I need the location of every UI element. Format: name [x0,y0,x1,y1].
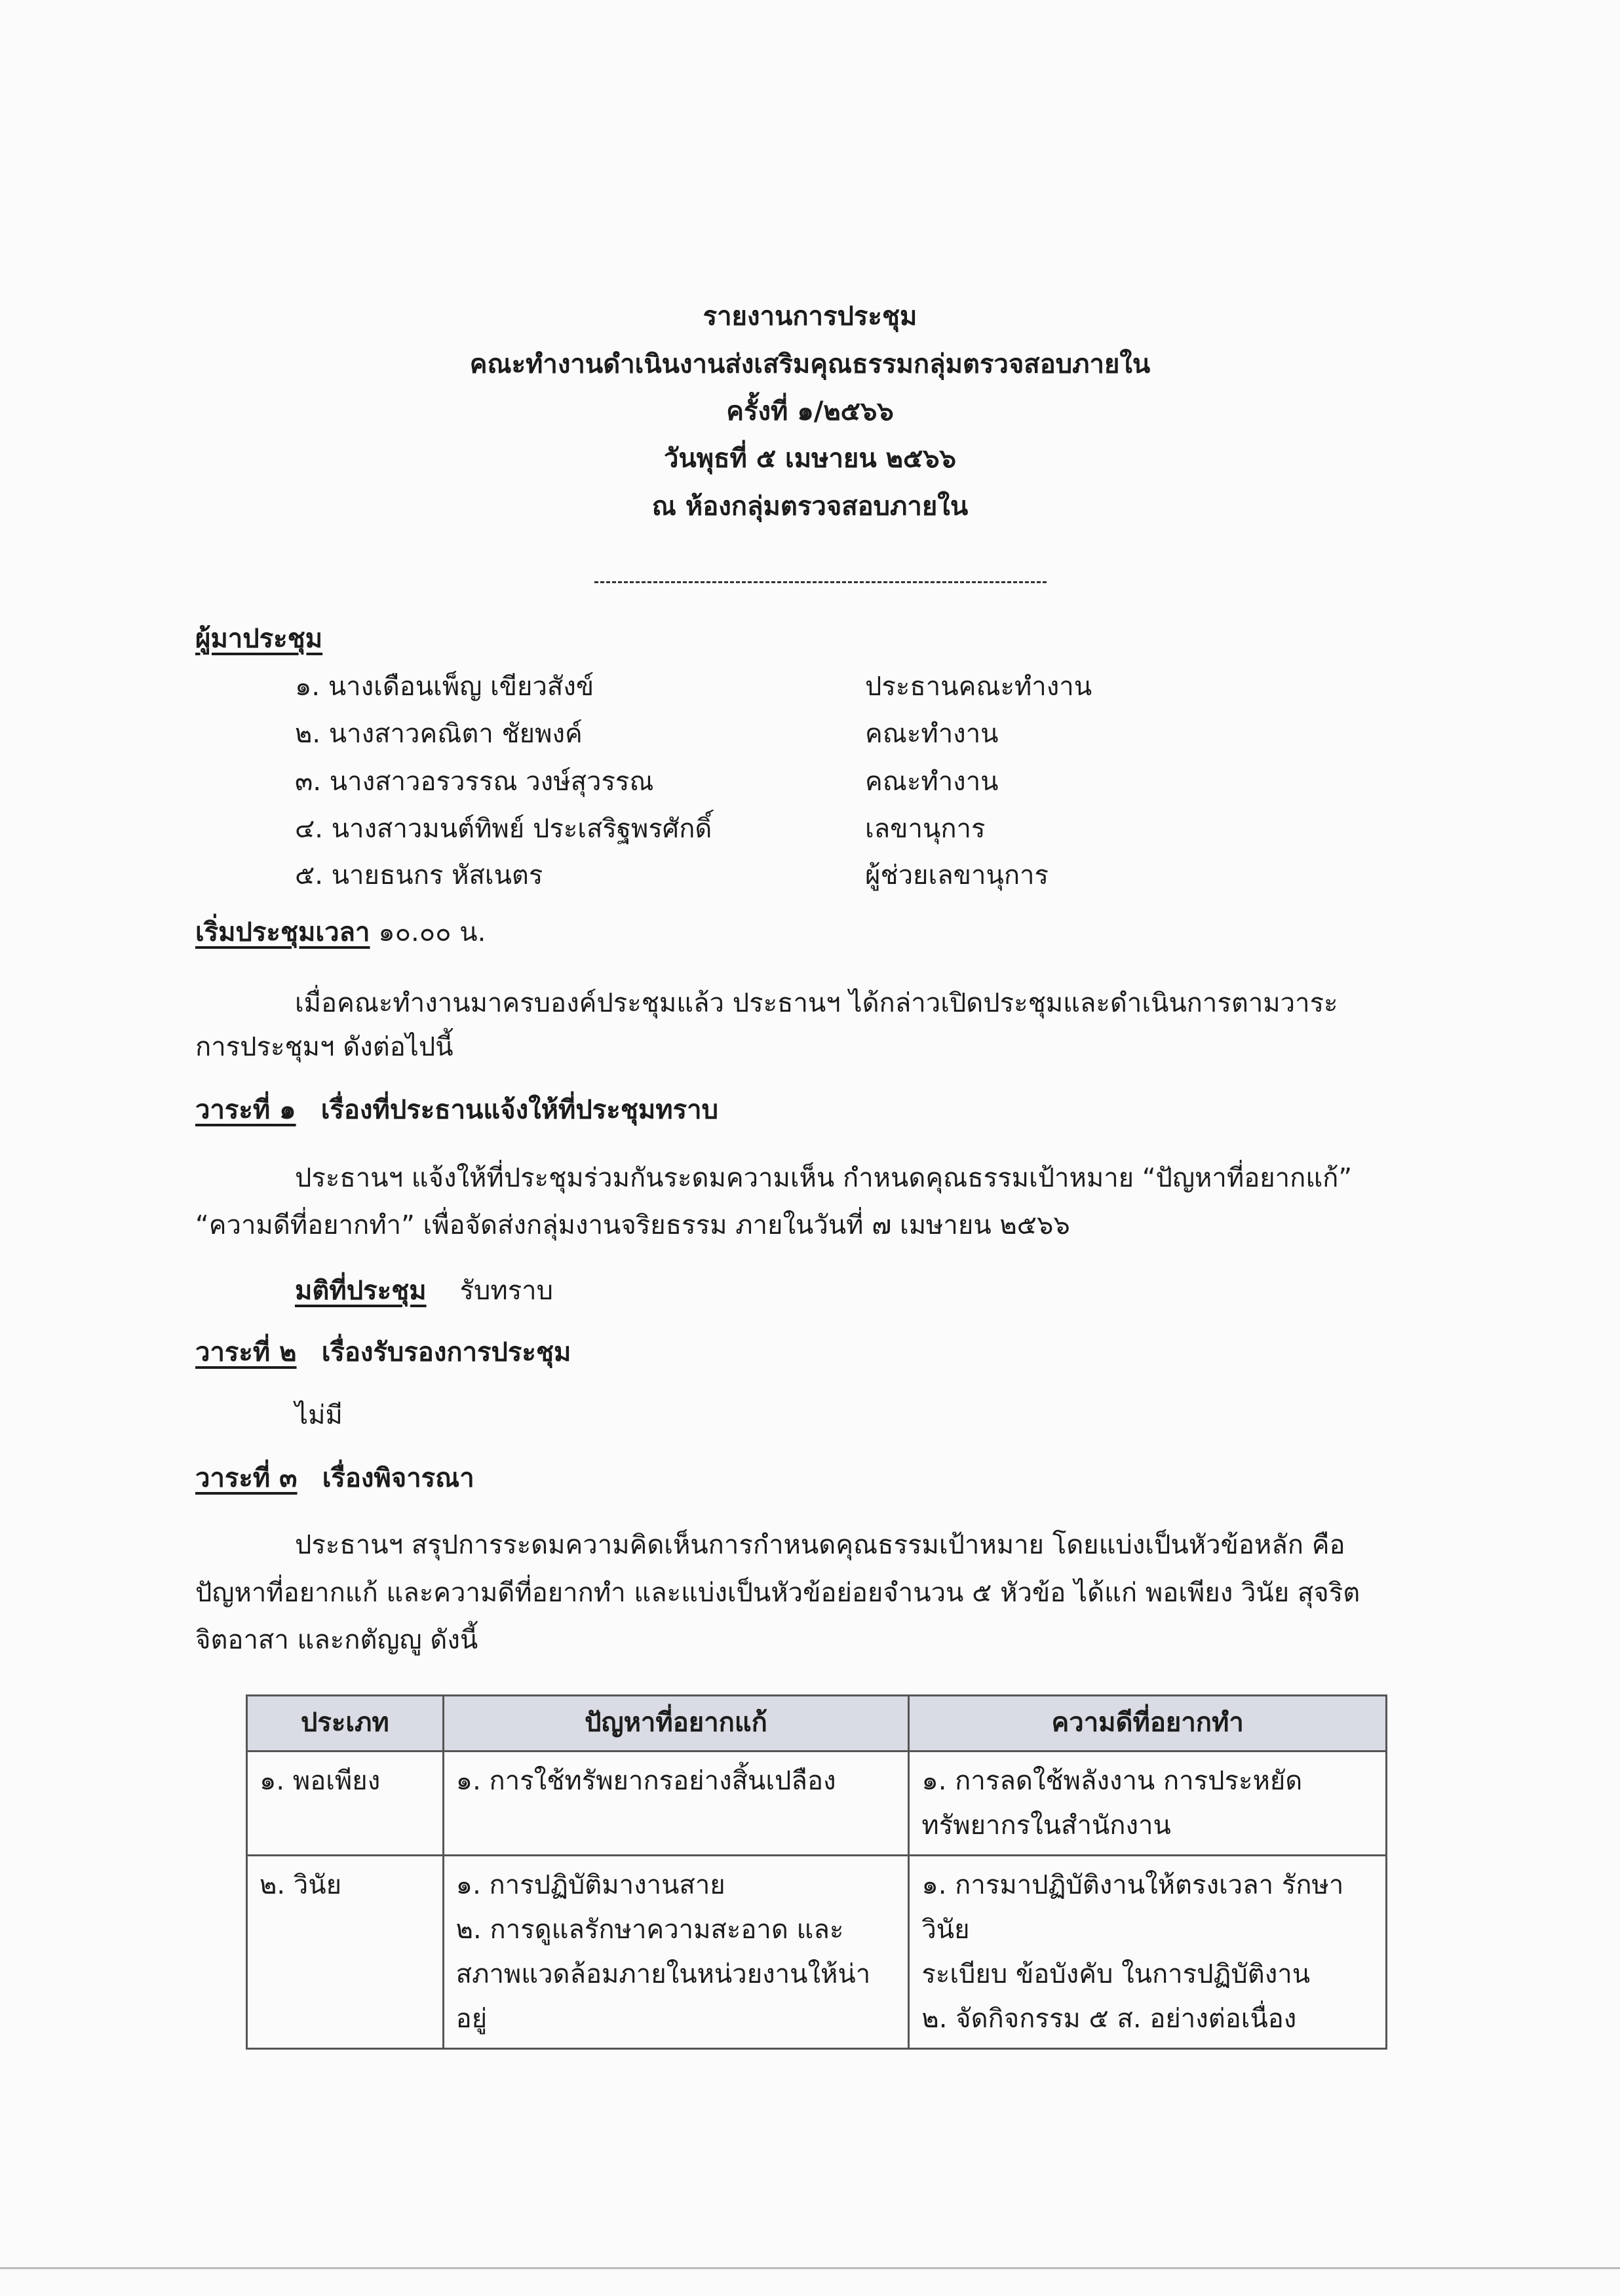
agenda-1-body-line: ประธานฯ แจ้งให้ที่ประชุมร่วมกันระดมความเห็น กำหนดคุณธรรมเป้าหมาย “ปัญหาที่อยากแก้” [295,1163,1353,1193]
attendee-name: ๑. นางเดือนเพ็ญ เขียวสังข์ [295,672,594,702]
agenda-1-resolution [295,1272,553,1309]
attendee-name: ๒. นางสาวคณิตา ชัยพงค์ [295,719,583,749]
attendee-role: คณะทำงาน [865,719,999,749]
goodness-cell [909,1856,1387,2049]
cell-text: ทรัพยากรในสำนักงาน [921,1810,1171,1841]
start-time-line [195,914,486,951]
cell-text: ๑. การลดใช้พลังงาน การประหยัด [921,1766,1303,1796]
report-title: รายงานการประชุม [703,301,917,332]
problem-cell [443,1751,909,1856]
agenda-3-body-line: ปัญหาที่อยากแก้ และความดีที่อยากทำ และแบ่งเป็นหัวข้อย่อยจำนวน ๕ หัวข้อ ได้แก่ พอเพียง วินัย สุจริต [195,1578,1360,1608]
agenda-1-title: เรื่องที่ประธานแจ้งให้ที่ประชุมทราบ [320,1095,718,1125]
attendee-name: ๓. นางสาวอรวรรณ วงษ์สุวรรณ [295,767,654,797]
start-time-value: ๑๐.๐๐ น. [370,917,486,947]
cell-text: ๒. จัดกิจกรรม ๕ ส. อย่างต่อเนื่อง [921,2004,1297,2034]
resolution-label: มติที่ประชุม [295,1276,427,1306]
problem-cell [443,1856,909,2049]
agenda-2-heading [195,1334,571,1371]
category-cell [247,1751,444,1856]
resolution-value: รับทราบ [459,1276,554,1306]
attendees-heading: ผู้มาประชุม [195,624,323,654]
agenda-3-body-line: จิตอาสา และกตัญญู ดังนี้ [195,1625,478,1655]
start-time-label: เริ่มประชุมเวลา [195,917,370,947]
cell-text: สภาพแวดล้อมภายในหน่วยงานให้น่าอยู่ [455,1959,871,2034]
header-divider [594,581,1047,583]
meeting-date: วันพุธที่ ๕ เมษายน ๒๕๖๖ [663,444,957,474]
attendee-role: ประธานคณะทำงาน [865,672,1092,702]
column-header: ปัญหาที่อยากแก้ [443,1696,909,1751]
column-header: ประเภท [247,1696,444,1751]
category-cell [247,1856,444,2049]
opening-paragraph-line: เมื่อคณะทำงานมาครบองค์ประชุมแล้ว ประธานฯ ได้กล่าวเปิดประชุมและดำเนินการตามวาระ [295,988,1338,1018]
agenda-3-body-line: ประธานฯ สรุปการระดมความคิดเห็นการกำหนดคุณธรรมเป้าหมาย โดยแบ่งเป็นหัวข้อหลัก คือ [295,1530,1345,1560]
table-header-row [247,1696,1387,1751]
agenda-1-heading [195,1092,718,1128]
cell-text: ๑. การปฏิบัติมางานสาย [455,1870,725,1900]
agenda-3-title: เรื่องพิจารณา [322,1463,474,1493]
goodness-cell [909,1751,1387,1856]
meeting-location: ณ ห้องกลุ่มตรวจสอบภายใน [651,491,969,522]
cell-text: ๑. การใช้ทรัพยากรอย่างสิ้นเปลือง [455,1766,836,1796]
column-header: ความดีที่อยากทำ [909,1696,1387,1751]
table-row [247,1751,1387,1856]
cell-text: ๑. การมาปฏิบัติงานให้ตรงเวลา รักษาวินัย [921,1870,1344,1945]
agenda-1-body-line: “ความดีที่อยากทำ” เพื่อจัดส่งกลุ่มงานจริยธรรม ภายในวันที่ ๗ เมษายน ๒๕๖๖ [195,1210,1070,1240]
scan-edge-line [0,2267,1620,2269]
agenda-1-label: วาระที่ ๑ [195,1095,296,1125]
agenda-3-label: วาระที่ ๓ [195,1463,298,1493]
meeting-number: ครั้งที่ ๑/๒๕๖๖ [726,396,894,427]
attendee-name: ๕. นายธนกร หัสเนตร [295,860,543,890]
attendee-role: เลขานุการ [865,814,986,844]
cell-text: ระเบียบ ข้อบังคับ ในการปฏิบัติงาน [921,1959,1311,1989]
cell-text: ๒. การดูแลรักษาความสะอาด และ [455,1915,844,1945]
cell-text: ๒. วินัย [260,1870,342,1900]
virtue-target-table [246,1694,1387,2050]
table-row [247,1856,1387,2049]
agenda-3-heading [195,1460,474,1497]
attendee-name: ๔. นางสาวมนต์ทิพย์ ประเสริฐพรศักดิ์ [295,814,712,844]
agenda-2-title: เรื่องรับรองการประชุม [321,1337,571,1368]
agenda-2-label: วาระที่ ๒ [195,1337,297,1368]
attendee-role: ผู้ช่วยเลขานุการ [865,860,1049,890]
opening-paragraph-line: การประชุมฯ ดังต่อไปนี้ [195,1032,453,1062]
attendee-role: คณะทำงาน [865,767,999,797]
committee-name: คณะทำงานดำเนินงานส่งเสริมคุณธรรมกลุ่มตรวจสอบภายใน [469,349,1151,379]
cell-text: ๑. พอเพียง [260,1766,381,1796]
agenda-2-body: ไม่มี [295,1400,343,1430]
